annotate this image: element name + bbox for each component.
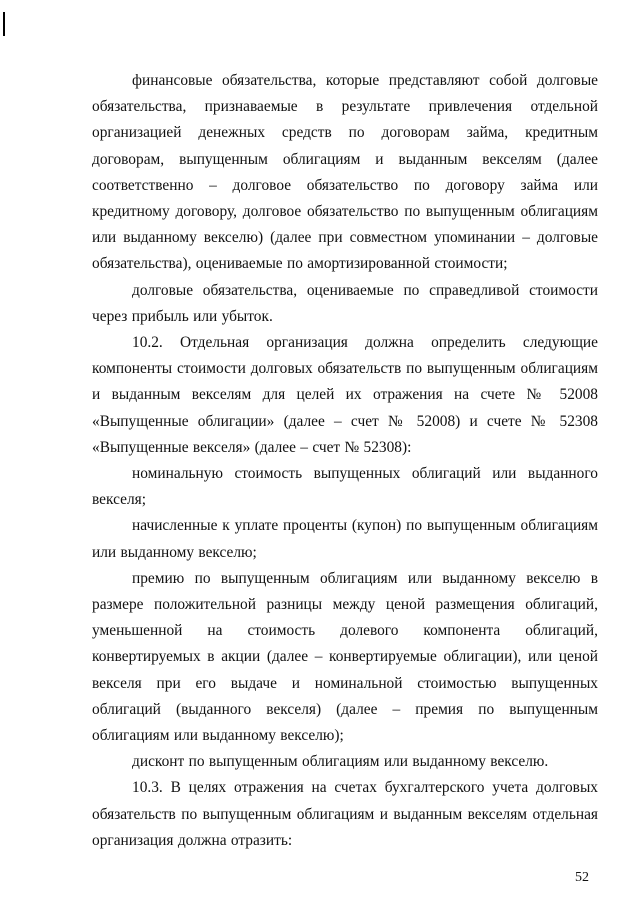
document-body [92, 68, 598, 854]
paragraph-nominal-value: номинальную стоимость выпущенных облигаций или выданного векселя; [92, 465, 598, 509]
scan-edge-mark [3, 12, 5, 36]
paragraph-10-3: 10.3. В целях отражения на счетах бухгалтерского учета долговых обязательств по выпущенным облигациям и выданным векселям отдельная организация должна отразить: [92, 779, 598, 849]
paragraph-10-2: 10.2. Отдельная организация должна определить следующие компоненты стоимости долговых обязательств по выпущенным облигациям и выданным векселям для целей их отражения на счете № 52008 «Выпущенные облигации» (далее – счет № 52008) и счете № 52308 «Выпущенные векселя» (далее – счет № 52308): [92, 334, 598, 456]
paragraph-accrued-interest: начисленные к уплате проценты (купон) по выпущенным облигациям или выданному векселю; [92, 517, 598, 561]
paragraph-fair-value-liabilities: долговые обязательства, оцениваемые по справедливой стоимости через прибыль или убыток. [92, 281, 598, 325]
paragraph-financial-liabilities: финансовые обязательства, которые представляют собой долговые обязательства, признаваемые в результате привлечения отдельной организацией денежных средств по договорам займа, кредитным договорам, выпущенным облигациям и выданным векселям (далее соответственно – долговое обязательство по договору займа или кредитному договору, долговое обязательство по выпущенным облигациям или выданному векселю) (далее при совместном упоминании – долговые обязательства), оцениваемые по амортизированной стоимости; [92, 72, 598, 273]
paragraph-premium: премию по выпущенным облигациям или выданному векселю в размере положительной разницы между ценой размещения облигаций, уменьшенной на стоимость долевого компонента облигаций, конвертируемых в акции (далее – конвертируемые облигации), или ценой векселя при его выдаче и номинальной стоимостью выпущенных облигаций (выданного векселя) (далее – премия по выпущенным облигациям или выданному векселю); [92, 569, 598, 745]
page-number: 52 [575, 870, 589, 885]
paragraph-discount: дисконт по выпущенным облигациям или выданному векселю. [132, 753, 549, 771]
